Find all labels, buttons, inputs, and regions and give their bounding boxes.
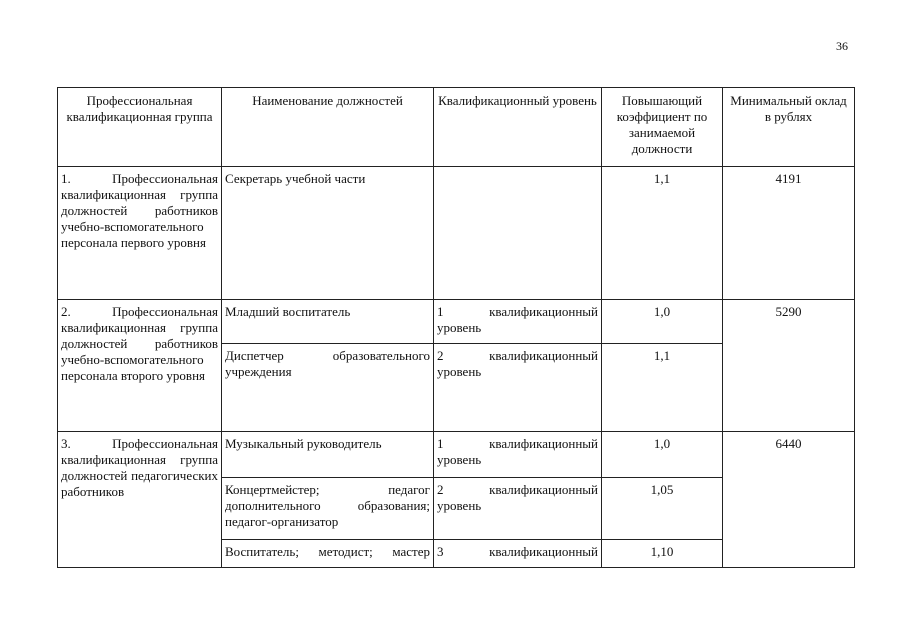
min-salary: 6440 [723, 432, 855, 568]
position-name: Воспитатель; методист; мастер [222, 540, 434, 568]
position-name: Диспетчер образовательного учреждения [222, 344, 434, 432]
header-group: Профессиональная квалификационная группа [58, 88, 222, 167]
group-name: 3. Профессиональная квалификационная группа должностей педагогических работников [58, 432, 222, 568]
level-tail: уровень [437, 320, 482, 335]
coefficient: 1,10 [602, 540, 723, 568]
qualification-level [434, 478, 602, 540]
level-tail: уровень [437, 452, 482, 467]
qualification-level [434, 344, 602, 432]
header-coef: Повышающий коэффициент по занимаемой должности [602, 88, 723, 167]
table-row [58, 300, 855, 344]
header-salary: Минимальный оклад в рублях [723, 88, 855, 167]
position-name: Музыкальный руководитель [222, 432, 434, 478]
qualification-level [434, 540, 602, 568]
salary-table [57, 87, 855, 568]
level-word: квалификационный [489, 304, 598, 319]
header-position: Наименование должностей [222, 88, 434, 167]
page-number: 36 [836, 39, 848, 53]
coefficient: 1,1 [602, 167, 723, 300]
level-number: 2 [437, 482, 444, 497]
group-name: 2. Профессиональная квалификационная группа должностей работников учебно-вспомогательного персонала второго уровня [58, 300, 222, 432]
level-tail: уровень [437, 498, 482, 513]
min-salary: 5290 [723, 300, 855, 432]
table-row [58, 167, 855, 300]
level-number: 3 [437, 544, 444, 559]
level-word: квалификационный [489, 348, 598, 363]
min-salary: 4191 [723, 167, 855, 300]
coefficient: 1,0 [602, 432, 723, 478]
table-row [58, 432, 855, 478]
position-name: Концертмейстер; педагог дополнительного образования; педагог-организатор [222, 478, 434, 540]
position-name: Младший воспитатель [222, 300, 434, 344]
position-name: Секретарь учебной части [222, 167, 434, 300]
level-number: 1 [437, 436, 444, 451]
level-number: 2 [437, 348, 444, 363]
level-number: 1 [437, 304, 444, 319]
level-word: квалификационный [489, 544, 598, 559]
qualification-level [434, 300, 602, 344]
level-tail: уровень [437, 364, 482, 379]
group-name: 1. Профессиональная квалификационная группа должностей работников учебно-вспомогательного персонала первого уровня [58, 167, 222, 300]
qualification-level [434, 167, 602, 300]
coefficient: 1,0 [602, 300, 723, 344]
level-word: квалификационный [489, 482, 598, 497]
coefficient: 1,1 [602, 344, 723, 432]
level-word: квалификационный [489, 436, 598, 451]
table-header-row [58, 88, 855, 167]
coefficient: 1,05 [602, 478, 723, 540]
header-level: Квалификационный уровень [434, 88, 602, 167]
qualification-level [434, 432, 602, 478]
